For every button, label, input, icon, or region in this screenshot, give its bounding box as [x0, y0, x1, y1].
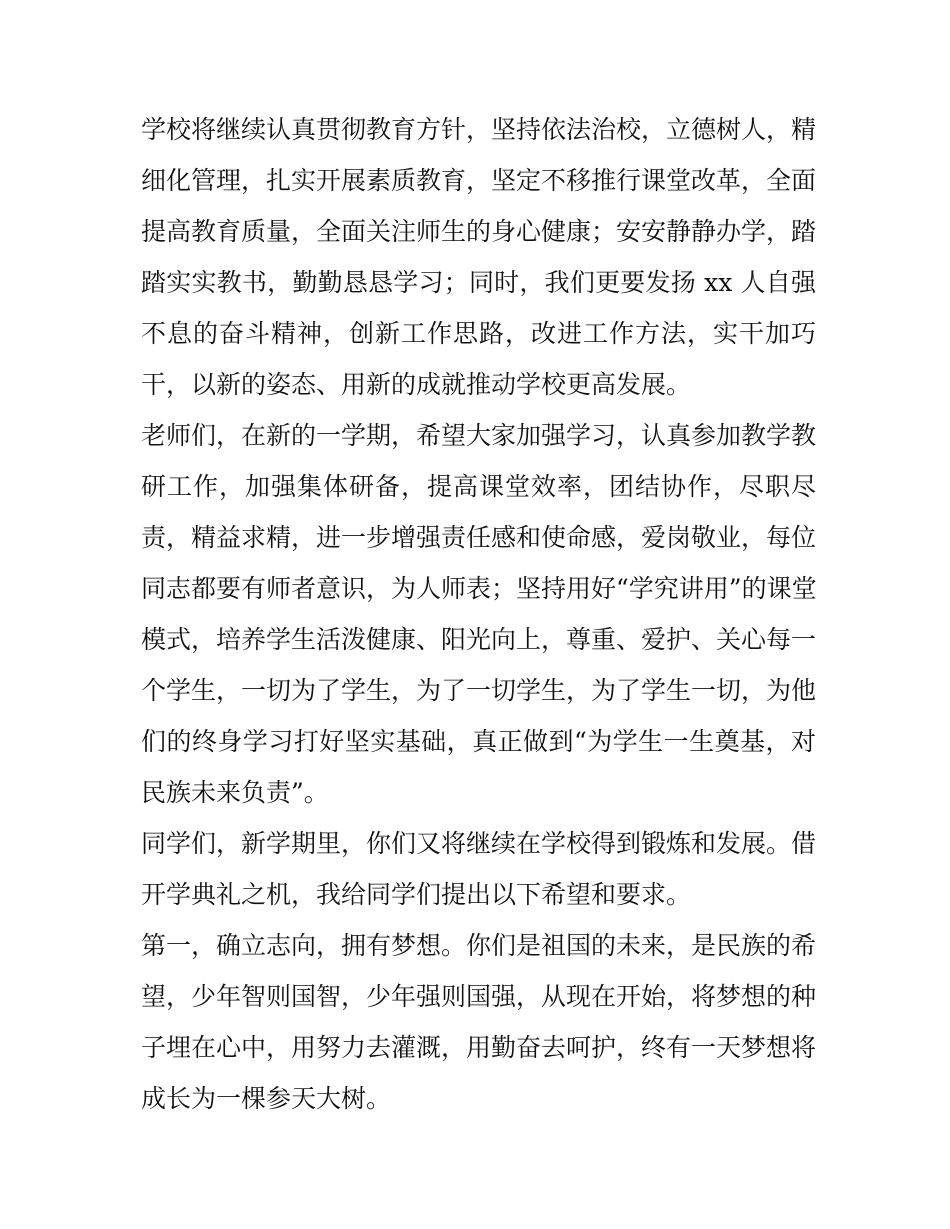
text-line: 第一，确立志向，拥有梦想。你们是祖国的未来，是民族的希: [141, 931, 817, 960]
text-line: 同志都要有师者意识，为人师表；坚持用好“学究讲用”的课堂: [141, 574, 817, 603]
text-line: 望，少年智则国智，少年强则国强，从现在开始，将梦想的种: [141, 982, 817, 1011]
text-line: 踏实实教书，勤勤恳恳学习；同时，我们更要发扬 xx 人自强: [141, 268, 816, 297]
text-line: 同学们，新学期里，你们又将继续在学校得到锻炼和发展。借: [141, 829, 817, 858]
text-line: 模式，培养学生活泼健康、阳光向上，尊重、爱护、关心每一: [141, 625, 817, 654]
text-line: 开学典礼之机，我给同学们提出以下希望和要求。: [141, 880, 692, 909]
paragraph-students: [141, 818, 816, 920]
text-line: 研工作，加强集体研备，提高课堂效率，团结协作，尽职尽: [141, 472, 816, 501]
document-body: [141, 104, 816, 1124]
paragraph-school-plan: [141, 104, 816, 410]
text-line: 学校将继续认真贯彻教育方针，坚持依法治校，立德树人，精: [141, 115, 817, 144]
text-line: 民族未来负责”。: [141, 778, 329, 807]
text-line: 老师们，在新的一学期，希望大家加强学习，认真参加教学教: [141, 421, 817, 450]
paragraph-teachers: [141, 410, 816, 818]
text-line: 干，以新的姿态、用新的成就推动学校更高发展。: [141, 370, 692, 399]
text-line: 提高教育质量，全面关注师生的身心健康；安安静静办学，踏: [141, 217, 817, 246]
text-line: 责，精益求精，进一步增强责任感和使命感，爱岗敬业，每位: [141, 523, 817, 552]
text-line: 细化管理，扎实开展素质教育，坚定不移推行课堂改革，全面: [141, 166, 817, 195]
text-line: 子埋在心中，用努力去灌溉，用勤奋去呵护，终有一天梦想将: [141, 1033, 817, 1062]
text-line: 们的终身学习打好坚实基础，真正做到“为学生一生奠基，对: [141, 727, 816, 756]
text-line: 成长为一棵参天大树。: [141, 1084, 392, 1113]
text-line: 个学生，一切为了学生，为了一切学生，为了学生一切，为他: [141, 676, 817, 705]
paragraph-first-hope: [141, 920, 816, 1124]
text-line: 不息的奋斗精神，创新工作思路，改进工作方法，实干加巧: [141, 319, 816, 348]
